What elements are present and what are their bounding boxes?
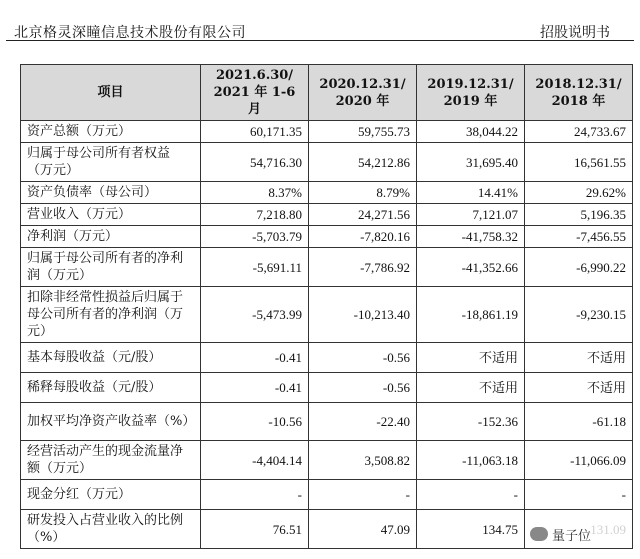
document-type: 招股说明书	[540, 25, 610, 41]
cell-value: 134.75	[417, 510, 525, 549]
cell-value: -0.56	[309, 343, 417, 373]
page-header	[6, 0, 634, 41]
table-header-row	[21, 65, 633, 121]
cell-value: -0.41	[201, 343, 309, 373]
cell-value: -0.41	[201, 373, 309, 403]
cell-value: 59,755.73	[309, 121, 417, 143]
cell-value: 38,044.22	[417, 121, 525, 143]
cell-value: -41,352.66	[417, 248, 525, 287]
cell-value: 3,508.82	[309, 441, 417, 480]
row-label: 归属于母公司所有者权益（万元）	[21, 143, 201, 182]
table-row	[21, 343, 633, 373]
table-row	[21, 226, 633, 248]
column-header-period: 2020.12.31/ 2020 年	[309, 65, 417, 121]
cell-value: -11,063.18	[417, 441, 525, 480]
cell-value: 不适用	[417, 343, 525, 373]
cell-value: 不适用	[417, 373, 525, 403]
cell-value: -	[525, 480, 633, 510]
table-row	[21, 287, 633, 343]
table-row	[21, 248, 633, 287]
cell-value: 47.09	[309, 510, 417, 549]
cell-value: -5,691.11	[201, 248, 309, 287]
cell-value: 8.37%	[201, 182, 309, 204]
cell-value: -9,230.15	[525, 287, 633, 343]
cell-value: -6,990.22	[525, 248, 633, 287]
column-header-item: 项目	[21, 65, 201, 121]
cell-value: -7,456.55	[525, 226, 633, 248]
cell-value: -22.40	[309, 403, 417, 441]
cell-value: 8.79%	[309, 182, 417, 204]
cell-value: 14.41%	[417, 182, 525, 204]
row-label: 营业收入（万元）	[21, 204, 201, 226]
cell-value: -	[201, 480, 309, 510]
cell-value: 不适用	[525, 343, 633, 373]
table-row	[21, 403, 633, 441]
cell-value: 54,212.86	[309, 143, 417, 182]
row-label: 资产总额（万元）	[21, 121, 201, 143]
cell-value: 7,218.80	[201, 204, 309, 226]
table-row	[21, 204, 633, 226]
cell-value: -7,820.16	[309, 226, 417, 248]
watermark	[530, 523, 626, 545]
cell-value: 7,121.07	[417, 204, 525, 226]
cell-value: -18,861.19	[417, 287, 525, 343]
cell-value: -4,404.14	[201, 441, 309, 480]
cell-value: 60,171.35	[201, 121, 309, 143]
table-row	[21, 182, 633, 204]
cell-value: 31,695.40	[417, 143, 525, 182]
cell-value: -5,473.99	[201, 287, 309, 343]
cell-value: -10.56	[201, 403, 309, 441]
table-row	[21, 121, 633, 143]
row-label: 经营活动产生的现金流量净额（万元）	[21, 441, 201, 480]
row-label: 资产负债率（母公司）	[21, 182, 201, 204]
financial-summary-table	[20, 64, 633, 549]
cell-value: 16,561.55	[525, 143, 633, 182]
cell-value: -0.56	[309, 373, 417, 403]
column-header-period: 2021.6.30/ 2021 年 1-6 月	[201, 65, 309, 121]
cell-value: 76.51	[201, 510, 309, 549]
cell-value: -10,213.40	[309, 287, 417, 343]
cell-value: -152.36	[417, 403, 525, 441]
cell-value: -	[309, 480, 417, 510]
cell-value: -5,703.79	[201, 226, 309, 248]
cell-value: -11,066.09	[525, 441, 633, 480]
cell-value: -	[417, 480, 525, 510]
row-label: 归属于母公司所有者的净利润（万元）	[21, 248, 201, 287]
cell-value: -41,758.32	[417, 226, 525, 248]
table-row	[21, 143, 633, 182]
column-header-period: 2019.12.31/ 2019 年	[417, 65, 525, 121]
wechat-icon	[530, 527, 548, 541]
company-name: 北京格灵深瞳信息技术股份有限公司	[14, 25, 246, 41]
cell-value: 5,196.35	[525, 204, 633, 226]
row-label: 基本每股收益（元/股）	[21, 343, 201, 373]
cell-value: -61.18	[525, 403, 633, 441]
row-label: 现金分红（万元）	[21, 480, 201, 510]
row-label: 稀释每股收益（元/股）	[21, 373, 201, 403]
row-label: 研发投入占营业收入的比例（%）	[21, 510, 201, 549]
cell-value: 29.62%	[525, 182, 633, 204]
row-label: 扣除非经常性损益后归属于母公司所有者的净利润（万元）	[21, 287, 201, 343]
cell-value: 24,733.67	[525, 121, 633, 143]
watermark-text: 量子位	[552, 527, 592, 543]
row-label: 净利润（万元）	[21, 226, 201, 248]
table-row	[21, 441, 633, 480]
column-header-period: 2018.12.31/ 2018 年	[525, 65, 633, 121]
row-label: 加权平均净资产收益率（%）	[21, 403, 201, 441]
table-row	[21, 373, 633, 403]
table-row	[21, 480, 633, 510]
cell-value: 54,716.30	[201, 143, 309, 182]
cell-value: -7,786.92	[309, 248, 417, 287]
table-body	[21, 121, 633, 549]
cell-value: 24,271.56	[309, 204, 417, 226]
cell-value: 不适用	[525, 373, 633, 403]
